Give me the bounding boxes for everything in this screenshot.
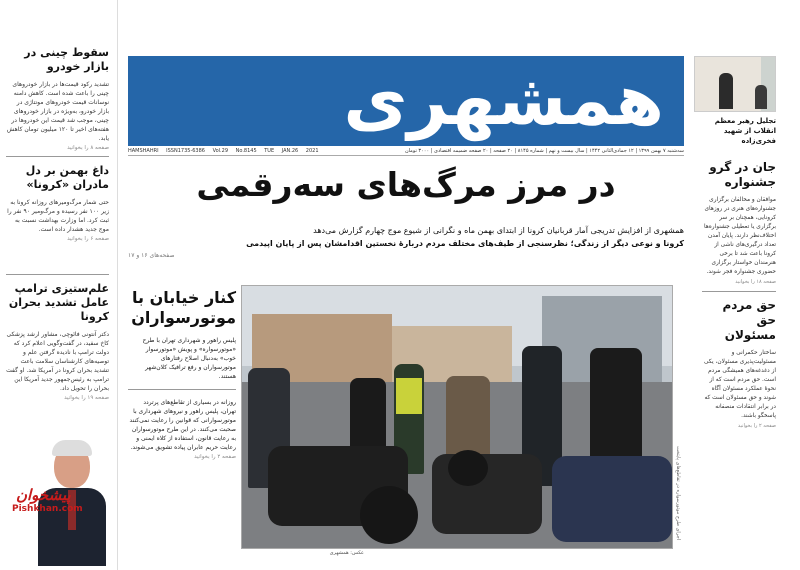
lead-page-ref: صفحه‌های ۱۶ و ۱۷	[128, 252, 175, 259]
right-story-body: ساختار حکمرانی و مسئولیت‌پذیری مسئولان، یکی از دغدغه‌های همیشگی مردم است. حق مردم است که از نحوهٔ عملکرد مسئولان آگاه شوند و حق مسئولان است که در برابر انتقادات منصفانه پاسخگو باشند.	[703, 350, 776, 419]
left-story-headline: علم‌ستیزی ترامپ عامل تشدید بحران کرونا	[8, 282, 109, 323]
photo-helmet	[360, 486, 418, 544]
masthead-info-strip	[128, 146, 684, 156]
right-news-column	[702, 160, 776, 429]
left-story-car-market[interactable]	[6, 46, 109, 151]
year: 2021	[305, 148, 319, 154]
divider	[128, 389, 236, 390]
divider	[6, 156, 109, 157]
leader-thumbnail-photo[interactable]	[694, 56, 776, 112]
right-story-page-ref: صفحه ۱۸ را بخوانید	[735, 279, 776, 285]
lede-line-bold: کرونا و نوعی دیگر از زندگی؛ نظرسنجی از طیف‌های مختلف مردم دربارهٔ نخستین اقدامشان پس از پایان اپیدمی	[246, 239, 684, 248]
main-lede	[128, 224, 684, 250]
photo-helmet	[448, 450, 488, 486]
photo-hi-vis-vest	[396, 378, 422, 414]
left-story-page-ref: صفحه ۸ را بخوانید	[67, 145, 109, 151]
left-story-headline: سقوط چینی در بازار خودرو	[24, 46, 109, 73]
left-story-page-ref: صفحه ۶ را بخوانید	[67, 236, 109, 242]
newspaper-logo: همشهری	[343, 59, 664, 141]
left-story-headline: داغ بهمن بر دل مادران «کرونا»	[25, 164, 109, 191]
inner-story-headline: کنار خیابان با موتورسواران	[131, 288, 236, 327]
left-story-trump[interactable]	[6, 282, 109, 401]
inner-story-page-ref: صفحه ۲ را بخوانید	[194, 454, 236, 460]
photo-vertical-caption: اجرای طرح موتورسواره در تقاطع‌های پایتخت	[675, 445, 681, 540]
masthead-persian-info: سه‌شنبه ۷ بهمن ۱۳۹۹ | ۱۲ جمادی‌الثانی ۱۴۴۲ | سال بیست و نهم | شماره ۸۱۴۵ | ۲۰ صفحه | ۲۰ صفحه ضمیمه اقتصادی | ۳۰۰۰ تومان	[404, 148, 684, 154]
right-story-body: موافقان و مخالفان برگزاری جشنواره‌های هنری در روزهای کرونایی، همچنان بر سر برگزاری یا تعطیلی جشنواره‌ها اختلاف‌نظر دارند. پایان آمدن تعداد درگیری‌های ناشی از کرونا باعث شد تا برخی هنرمندان خواستار برگزاری حضوری جشنواره فجر شوند.	[703, 197, 776, 275]
right-story-festival[interactable]	[702, 160, 776, 285]
portrait-hair	[52, 440, 92, 456]
issue-number: No.8145	[235, 148, 257, 154]
issn: ISSN1735-6386	[166, 148, 205, 154]
thumbnail-caption[interactable]: تجلیل رهبر معظم انقلاب از شهید فخری‌زاده	[714, 117, 776, 145]
thumbnail-figure	[755, 85, 767, 109]
volume: Vol.29	[212, 148, 229, 154]
right-story-headline: حق مردم حق مسئولان	[722, 298, 776, 342]
lede-line: همشهری از افزایش تدریجی آمار قربانیان کرونا از ابتدای بهمن ماه و نگرانی از شیوع موج چهارم گزارش می‌دهد	[313, 226, 684, 235]
left-story-page-ref: صفحه ۱۹ را بخوانید	[64, 395, 109, 401]
right-story-headline: جان در گرو جشنواره	[709, 160, 776, 189]
paper-name-latin: HAMSHAHRI	[128, 148, 159, 154]
inner-story-body: پلیس راهور و شهرداری تهران با طرح «موتورسواره» و پویش «موتورسوار خوب» به‌دنبال اصلاح رفتارهای موتورسواران و رفع ترافیک کلان‌شهر هستند.	[142, 337, 236, 380]
photo-motorcycle	[552, 456, 672, 542]
divider	[702, 291, 776, 292]
divider	[6, 274, 109, 275]
pishkhan-watermark-url: Pishkhan.com	[12, 504, 83, 514]
masthead	[128, 56, 684, 146]
thumbnail-figure	[719, 73, 733, 109]
left-story-body: دکتر آنتونی فائوچی، مشاور ارشد پزشکی کاخ سفید، در گفت‌وگویی اعلام کرد که دولت ترامپ با نادیده گرفتن علم و توصیه‌های کارشناسان سلامت باعث تشدید بحران کرونا در آمریکا شد. او گفت ترامپ به رئیس‌جمهور جدید آمریکا این بحران را تحویل داد.	[6, 331, 109, 392]
main-photo-street-police[interactable]	[241, 285, 673, 549]
photo-credit: عکس: همشهری	[329, 550, 364, 556]
left-story-body: حتی شمار مرگ‌ومیرهای روزانه کرونا به زیر ۱۰۰ نفر رسیده و مرگ‌ومیر ۹۰ نفر را ثبت کرد. اما وزارت بهداشت نسبت به موج جدید هشدار داده است.	[7, 199, 109, 233]
motorcycle-story[interactable]	[128, 288, 236, 460]
pishkhan-watermark-logo: پیشخوان	[16, 486, 71, 504]
date: JAN.26	[281, 148, 299, 154]
right-story-rights[interactable]	[702, 298, 776, 429]
masthead-latin-info	[128, 146, 325, 156]
weekday: TUE	[264, 148, 275, 154]
right-story-page-ref: صفحه ۲ را بخوانید	[737, 423, 776, 429]
left-story-body: تشدید رکود قیمت‌ها در بازار خودروهای چینی را باعث شده است. کاهش دامنه نوسانات قیمت خودروهای مونتاژی در بازار خودرو، به‌ویژه در بازار خودروهای چینی، موجب شد قیمت این خودروها در هفته‌های اخیر تا ۱۲۰ میلیون تومان کاهش یابد.	[6, 81, 109, 142]
left-story-mothers[interactable]	[6, 164, 109, 242]
main-headline[interactable]: در مرز مرگ‌های سه‌رقمی	[196, 165, 616, 204]
inner-story-body: روزانه در بسیاری از تقاطع‌های پرتردد تهران، پلیس راهور و نیروهای شهرداری با موتورسوارانی که قوانین را رعایت نمی‌کنند صحبت می‌کنند. در این طرح موتورسواران به رعایت قانون، استفاده از کلاه ایمنی و رعایت حریم عابران پیاده تشویق می‌شوند.	[129, 399, 236, 451]
